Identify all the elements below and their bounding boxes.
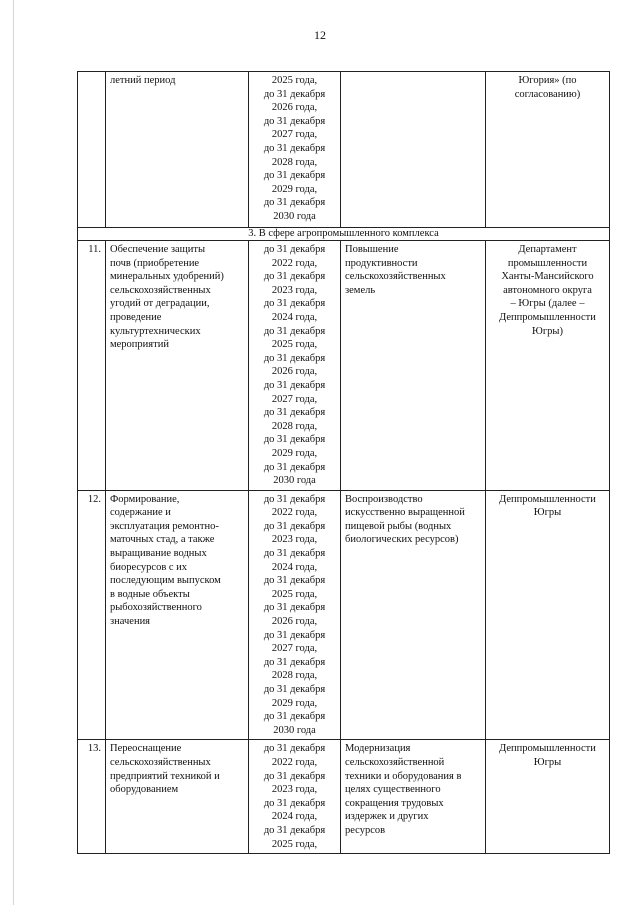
- result-cell: Воспроизводство искусственно выращенной пищевой рыбы (водных биологических ресурсов): [341, 490, 486, 740]
- table-row: [78, 490, 610, 740]
- deadline-cell: 2025 года, до 31 декабря 2026 года, до 31 декабря 2027 года, до 31 декабря 2028 года, до 31 декабря 2029 года, до 31 декабря 2030 года: [249, 72, 341, 228]
- responsible-cell: Деппромышленности Югры: [486, 740, 610, 854]
- result-cell: Модернизация сельскохозяйственной техники и оборудования в целях существенного сокращения трудовых издержек и других ресурсов: [341, 740, 486, 854]
- deadline-cell: до 31 декабря 2022 года, до 31 декабря 2023 года, до 31 декабря 2024 года, до 31 декабря 2025 года,: [249, 740, 341, 854]
- measure-name-cell: Формирование, содержание и эксплуатация ремонтно- маточных стад, а также выращивание водных биоресурсов с их последующим выпуском в водные объекты рыбохозяйственного значения: [106, 490, 249, 740]
- row-number-cell: 12.: [78, 490, 106, 740]
- result-cell: [341, 72, 486, 228]
- row-number-cell: 11.: [78, 241, 106, 491]
- measure-name-cell: Обеспечение защиты почв (приобретение минеральных удобрений) сельскохозяйственных угодий от деградации, проведение культуртехнических мероприятий: [106, 241, 249, 491]
- table-row: [78, 241, 610, 491]
- section-title: 3. В сфере агропромышленного комплекса: [78, 228, 610, 241]
- responsible-cell: Югория» (по согласованию): [486, 72, 610, 228]
- measures-table: [77, 71, 610, 854]
- page-number: 12: [314, 28, 326, 42]
- scan-edge-line: [13, 0, 14, 905]
- measure-name-cell: летний период: [106, 72, 249, 228]
- deadline-cell: до 31 декабря 2022 года, до 31 декабря 2023 года, до 31 декабря 2024 года, до 31 декабря 2025 года, до 31 декабря 2026 года, до 31 декабря 2027 года, до 31 декабря 2028 года, до 31 декабря 2029 года, до 31 декабря 2030 года: [249, 241, 341, 491]
- responsible-cell: Департамент промышленности Ханты-Мансийского автономного округа – Югры (далее – Деппромышленности Югры): [486, 241, 610, 491]
- table-row: [78, 740, 610, 854]
- section-header-row: [78, 228, 610, 241]
- row-number-cell: [78, 72, 106, 228]
- measure-name-cell: Переоснащение сельскохозяйственных предприятий техникой и оборудованием: [106, 740, 249, 854]
- result-cell: Повышение продуктивности сельскохозяйственных земель: [341, 241, 486, 491]
- responsible-cell: Деппромышленности Югры: [486, 490, 610, 740]
- row-number-cell: 13.: [78, 740, 106, 854]
- table-row-continued: [78, 72, 610, 228]
- deadline-cell: до 31 декабря 2022 года, до 31 декабря 2023 года, до 31 декабря 2024 года, до 31 декабря 2025 года, до 31 декабря 2026 года, до 31 декабря 2027 года, до 31 декабря 2028 года, до 31 декабря 2029 года, до 31 декабря 2030 года: [249, 490, 341, 740]
